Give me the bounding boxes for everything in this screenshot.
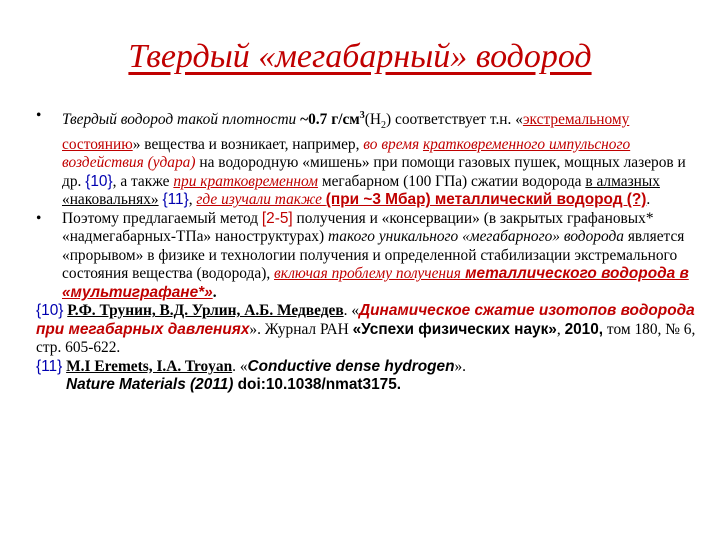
p1-text-3: (Н bbox=[364, 111, 382, 129]
p1-text-7: воздействия (удара) bbox=[62, 154, 196, 172]
slide-title: Твердый «мегабарный» водород bbox=[128, 38, 592, 75]
link-diamond-anvils[interactable]: в алмазных «наковальнях» bbox=[62, 172, 660, 209]
p2-text-3: такого уникального «мегабарного» водорода bbox=[327, 228, 624, 246]
ref-10-inline: {10} bbox=[85, 172, 113, 190]
ref-10-text-4: том 180, № 6, стр. 605-622. bbox=[36, 320, 696, 357]
p1-sub: 2 bbox=[381, 120, 387, 132]
p1-text-2: ~0.7 г/см bbox=[296, 111, 360, 129]
bullet-marker: • bbox=[36, 107, 42, 124]
bullet-paragraph-2 bbox=[36, 210, 696, 303]
p2-text-2: получения и «консервации» (в закрытых графановых* «надмегабарных-ТПа» наноструктурах) bbox=[62, 209, 654, 246]
ref-10-text-3: , bbox=[556, 320, 565, 338]
p1-text-15: . bbox=[646, 191, 651, 209]
p1-sup: 3 bbox=[359, 110, 365, 121]
p1-text-8: на водородную «мишень» при помощи газовых пушек, мощных лазеров и др. bbox=[62, 154, 686, 190]
ref-10-number: {10} bbox=[36, 302, 64, 320]
link-extreme-state[interactable]: экстремальному состоянию bbox=[62, 111, 630, 153]
reference-11 bbox=[36, 358, 696, 395]
link-short-pulse[interactable]: кратковременного импульсного bbox=[422, 135, 631, 153]
bullet-marker: • bbox=[36, 209, 42, 227]
ref-11-journal: Nature Materials (2011) bbox=[66, 376, 234, 394]
p1-text-12: , bbox=[188, 191, 197, 209]
link-metallic-problem[interactable]: включая проблему получения bbox=[274, 265, 461, 283]
p2-text-1: Поэтому предлагаемый метод bbox=[62, 209, 262, 227]
ref-11-doi: doi:10.1038/nmat3175. bbox=[233, 376, 402, 394]
p1-text-14: (при ~3 Мбар) металлический водород (?) bbox=[325, 191, 647, 209]
p2-text-4: является «прорывом» в физике и технологии получения и определенной стабилизации экстремального состояния вещества (водорода), bbox=[62, 228, 685, 283]
p1-text-10: мегабарном (100 ГПа) сжатии водорода bbox=[317, 172, 586, 190]
ref-10-text-1: . « bbox=[343, 302, 360, 320]
p1-text-1: Твердый водород такой плотности bbox=[62, 111, 297, 129]
ref-11-authors: M.I Eremets, I.A. Troyan bbox=[66, 357, 233, 375]
ref-11-inline: {11} bbox=[162, 191, 189, 209]
ref-10-title: Динамическое сжатие изотопов водорода при мегабарных давлениях bbox=[36, 302, 695, 338]
p2-text-7: . bbox=[212, 283, 217, 301]
p1-text-6: во время bbox=[363, 135, 423, 153]
p1-text-13: где изучали также bbox=[196, 191, 326, 209]
slide-body bbox=[36, 107, 696, 395]
ref-2-5-inline: [2-5] bbox=[261, 209, 293, 227]
ref-11-title: Conductive dense hydrogen bbox=[247, 357, 455, 375]
ref-11-text-2: ». bbox=[454, 357, 467, 375]
ref-10-journal: «Успехи физических наук» bbox=[352, 320, 557, 338]
p1-text-4: ) соответствует т.н. « bbox=[386, 111, 523, 129]
ref-10-authors: Р.Ф. Трунин, В.Д. Урлин, А.Б. Медведев bbox=[67, 302, 344, 320]
p1-text-5: » вещества и возникает, например, bbox=[132, 135, 364, 153]
ref-11-line-2 bbox=[36, 376, 696, 395]
p2-text-6: металлического водорода в «мультиграфане*» bbox=[62, 265, 689, 301]
reference-10 bbox=[36, 302, 696, 358]
ref-10-year: 2010, bbox=[564, 320, 604, 338]
bullet-paragraph-1 bbox=[36, 107, 696, 210]
ref-11-text-1: . « bbox=[232, 357, 248, 375]
ref-11-number: {11} bbox=[36, 357, 63, 375]
link-short-compression[interactable]: при кратковременном bbox=[173, 172, 318, 190]
ref-10-text-2: ». Журнал РАН bbox=[249, 320, 353, 338]
p1-text-9: , а также bbox=[112, 172, 174, 190]
